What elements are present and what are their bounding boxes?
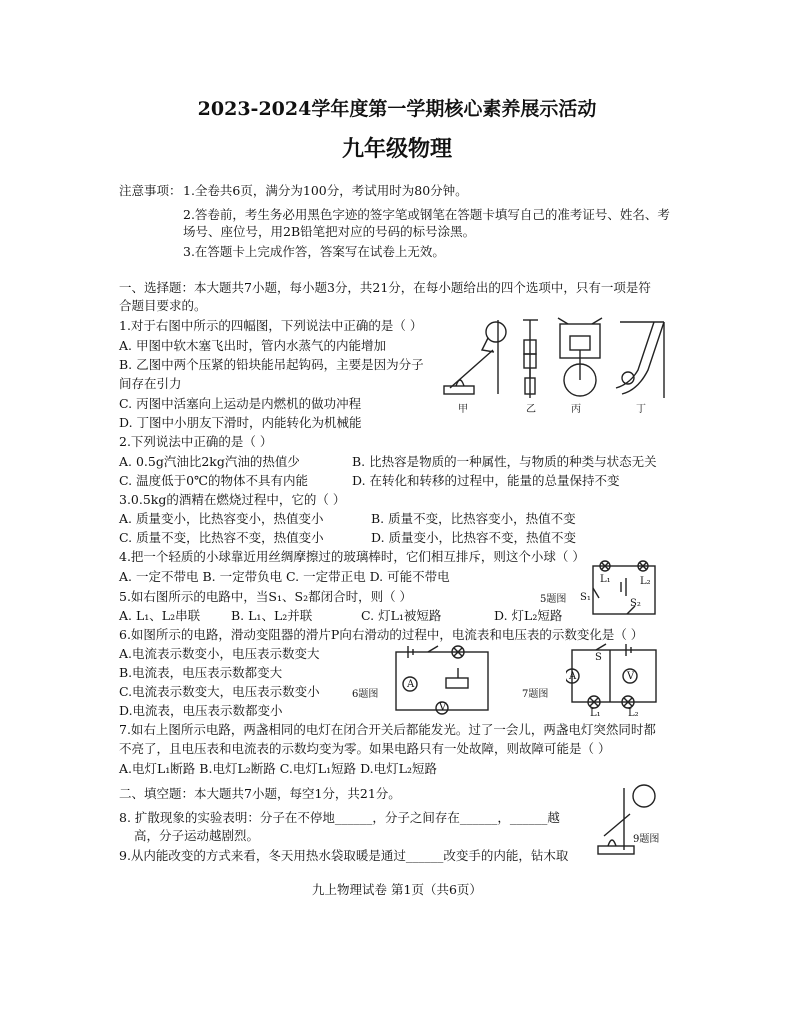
q5-option-b: B. L₁、L₂并联 [231, 608, 313, 623]
q5-label-s1: S₁ [580, 592, 591, 603]
q4-stem: 4.把一个轻质的小球靠近用丝绸摩擦过的玻璃棒时，它们相互排斥，则这个小球（ ） [119, 549, 585, 564]
q5-option-d: D. 灯L₂短路 [494, 608, 563, 623]
q6-caption: 6题图 [352, 689, 379, 700]
q9-caption: 9题图 [633, 834, 660, 845]
exam-subject: 九年级物理 [341, 136, 452, 162]
q6-option-a: A.电流表示数变小，电压表示数变大 [119, 646, 320, 661]
q3-stem: 3.0.5kg的酒精在燃烧过程中，它的（ ） [119, 492, 346, 507]
q7-stem-cont: 不亮了，且电压表和电流表的示数均变为零。如果电路只有一处故障，则故障可能是（ ） [119, 741, 611, 756]
q3-option-a: A. 质量变小，比热容变小，热值变小 [119, 511, 324, 526]
q7-caption: 7题图 [522, 689, 549, 700]
q1-option-b-cont: 间存在引力 [119, 376, 182, 391]
note-item: 2.答卷前，考生务必用黑色字迹的签字笔或钢笔在答题卡填写自己的准考证号、姓名、考 [183, 207, 670, 222]
fig-label-jia: 甲 [458, 404, 468, 415]
q6-stem: 6.如图所示的电路，滑动变阻器的滑片P向右滑动的过程中，电流表和电压表的示数变化是（ ） [119, 627, 644, 642]
q1-option-b: B. 乙图中两个压紧的铅块能吊起钩码，主要是因为分子 [119, 357, 424, 372]
q3-option-d: D. 质量变小，比热容不变，热值不变 [371, 530, 577, 545]
note-item: 场号、座位号，用2B铅笔把对应的号码的标号涂黑。 [183, 224, 476, 239]
q1-option-d: D. 丁图中小朋友下滑时，内能转化为机械能 [119, 415, 362, 430]
fig-label-ding: 丁 [636, 404, 646, 415]
q9-stem: 9.从内能改变的方式来看，冬天用热水袋取暖是通过______改变手的内能，钻木取 [119, 848, 569, 863]
q2-option-c: C. 温度低于0℃的物体不具有内能 [119, 473, 309, 488]
q7-label-v: V [627, 671, 635, 682]
q5-caption: 5题图 [540, 594, 567, 605]
q5-label-l1: L₁ [600, 574, 611, 585]
q4-options: A. 一定不带电 B. 一定带负电 C. 一定带正电 D. 可能不带电 [119, 569, 450, 584]
section1-heading-cont: 合题目要求的。 [119, 298, 207, 313]
q5-stem: 5.如右图所示的电路中，当S₁、S₂都闭合时，则（ ） [119, 589, 413, 604]
q6-voltmeter-label: V [439, 702, 447, 713]
q5-option-a: A. L₁、L₂串联 [119, 608, 201, 623]
q7-options: A.电灯L₁断路 B.电灯L₂断路 C.电灯L₁短路 D.电灯L₂短路 [119, 761, 437, 776]
notes-label: 注意事项： [119, 183, 182, 198]
q2-option-a: A. 0.5g汽油比2kg汽油的热值少 [119, 454, 300, 469]
q6-ammeter-label: A [407, 679, 415, 690]
section2-heading: 二、填空题：本大题共7小题，每空1分，共21分。 [119, 786, 401, 801]
q1-stem: 1.对于右图中所示的四幅图，下列说法中正确的是（ ） [119, 318, 423, 333]
note-item: 1.全卷共6页，满分为100分，考试用时为80分钟。 [183, 183, 468, 198]
q7-circuit [566, 640, 662, 718]
page-footer: 九上物理试卷 第1页（共6页） [312, 882, 482, 897]
q7-label-l1: L₁ [590, 708, 601, 719]
fig-label-bing: 丙 [571, 404, 581, 415]
q7-label-s: S [595, 652, 602, 663]
q7-stem: 7.如右上图所示电路，两盏相同的电灯在闭合开关后都能发光。过了一会儿，两盏电灯突然同时都 [119, 722, 656, 737]
q5-circuit [583, 558, 665, 620]
exam-title: 2023-2024学年度第一学期核心素养展示活动 [197, 98, 597, 120]
q8-stem-cont: 高，分子运动越剧烈。 [134, 828, 260, 843]
q6-option-b: B.电流表，电压表示数都变大 [119, 665, 283, 680]
q8-stem: 8. 扩散现象的实验表明：分子在不停地______，分子之间存在______，______越 [119, 810, 560, 825]
q3-option-c: C. 质量不变，比热容不变，热值变小 [119, 530, 324, 545]
q1-option-a: A. 甲图中软木塞飞出时，管内水蒸气的内能增加 [119, 338, 386, 353]
q5-label-l2: L₂ [640, 576, 651, 587]
q6-option-d: D.电流表，电压表示数都变小 [119, 703, 283, 718]
q2-option-b: B. 比热容是物质的一种属性，与物质的种类与状态无关 [352, 454, 657, 469]
q2-option-d: D. 在转化和转移的过程中，能量的总量保持不变 [352, 473, 620, 488]
q3-option-b: B. 质量不变，比热容变小，热值不变 [371, 511, 576, 526]
q7-label-l2: L₂ [628, 708, 639, 719]
note-item: 3.在答题卡上完成作答，答案写在试卷上无效。 [183, 244, 445, 259]
q6-option-c: C.电流表示数变大，电压表示数变小 [119, 684, 320, 699]
q5-label-s2: S₂ [630, 598, 641, 609]
q1-option-c: C. 丙图中活塞向上运动是内燃机的做功冲程 [119, 396, 362, 411]
fig-label-yi: 乙 [526, 404, 536, 415]
section1-heading: 一、选择题：本大题共7小题，每小题3分，共21分，在每小题给出的四个选项中，只有一项是符 [119, 280, 651, 295]
q9-figure [594, 778, 662, 860]
q7-label-a: A [569, 671, 577, 682]
q2-stem: 2.下列说法中正确的是（ ） [119, 434, 273, 449]
q5-option-c: C. 灯L₁被短路 [361, 608, 442, 623]
